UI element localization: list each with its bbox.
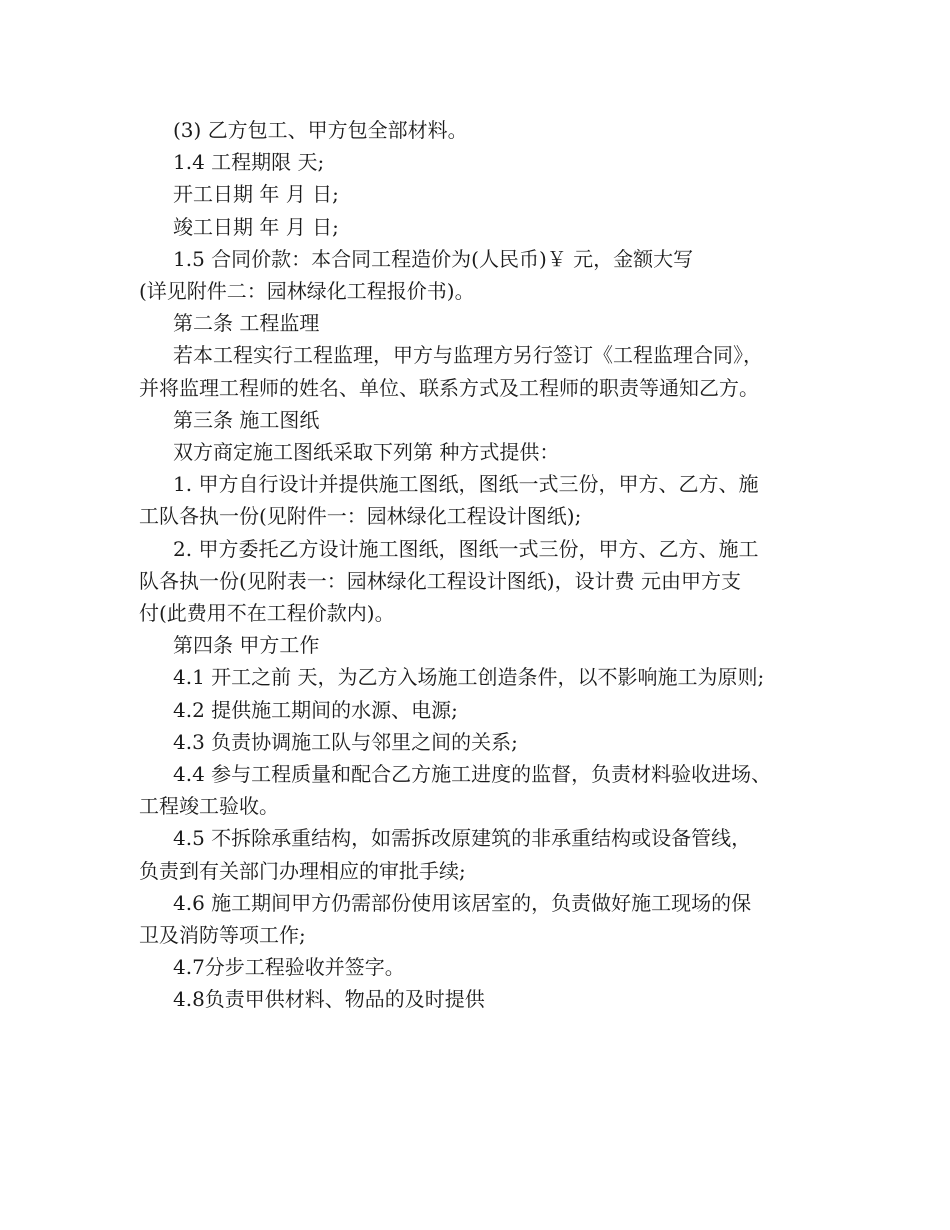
- paragraph: 4.5 不拆除承重结构，如需拆改原建筑的非承重结构或设备管线，: [173, 826, 752, 851]
- paragraph: 4.8负责甲供材料、物品的及时提供: [173, 987, 485, 1012]
- section-heading: 第二条 工程监理: [173, 311, 320, 336]
- paragraph: 双方商定施工图纸采取下列第 种方式提供：: [173, 440, 560, 465]
- paragraph: 4.7分步工程验收并签字。: [173, 955, 405, 980]
- paragraph-continuation: 卫及消防等项工作;: [139, 923, 306, 948]
- paragraph: 竣工日期 年 月 日;: [173, 214, 339, 239]
- paragraph-continuation: 付(此费用不在工程价款内)。: [139, 601, 395, 626]
- section-heading: 第四条 甲方工作: [173, 633, 320, 658]
- section-heading: 第三条 施工图纸: [173, 407, 320, 432]
- document-body: [139, 114, 829, 1016]
- paragraph: 4.3 负责协调施工队与邻里之间的关系;: [173, 729, 518, 754]
- paragraph-continuation: (详见附件二：园林绿化工程报价书)。: [139, 279, 475, 304]
- paragraph-continuation: 并将监理工程师的姓名、单位、联系方式及工程师的职责等通知乙方。: [139, 375, 759, 400]
- paragraph: 若本工程实行工程监理，甲方与监理方另行签订《工程监理合同》，: [173, 343, 763, 368]
- paragraph-continuation: 工程竣工验收。: [139, 794, 279, 819]
- paragraph: (3) 乙方包工、甲方包全部材料。: [173, 118, 468, 142]
- paragraph: 4.2 提供施工期间的水源、电源;: [173, 697, 458, 722]
- paragraph: 4.1 开工之前 天，为乙方入场施工创造条件，以不影响施工为原则;: [173, 665, 765, 690]
- paragraph: 1.4 工程期限 天;: [173, 150, 325, 175]
- paragraph: 4.6 施工期间甲方仍需部份使用该居室的，负责做好施工现场的保: [173, 890, 752, 915]
- paragraph-continuation: 队各执一份(见附表一：园林绿化工程设计图纸)，设计费 元由甲方支: [139, 568, 741, 593]
- paragraph: 1. 甲方自行设计并提供施工图纸，图纸一式三份，甲方、乙方、施: [173, 472, 759, 497]
- paragraph-continuation: 负责到有关部门办理相应的审批手续;: [139, 858, 466, 883]
- paragraph-continuation: 工队各执一份(见附件一：园林绿化工程设计图纸);: [139, 504, 582, 529]
- paragraph: 4.4 参与工程质量和配合乙方施工进度的监督，负责材料验收进场、: [173, 762, 772, 787]
- paragraph: 2. 甲方委托乙方设计施工图纸，图纸一式三份，甲方、乙方、施工: [173, 536, 759, 561]
- paragraph: 1.5 合同价款：本合同工程造价为(人民币)￥ 元，金额大写: [173, 246, 694, 271]
- paragraph: 开工日期 年 月 日;: [173, 182, 339, 207]
